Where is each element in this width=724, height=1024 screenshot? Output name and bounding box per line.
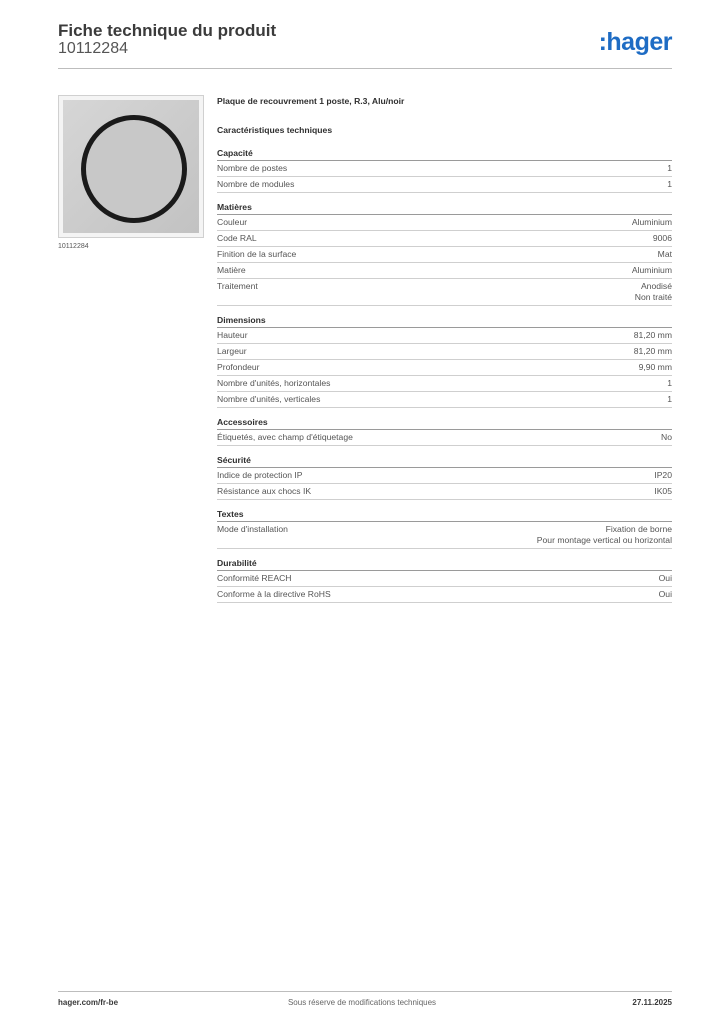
spec-value-line: 1 [667,179,672,189]
spec-section [217,148,672,193]
spec-row [217,279,672,306]
spec-value [661,432,672,443]
spec-row [217,263,672,279]
spec-row [217,344,672,360]
spec-value [667,378,672,389]
spec-section [217,202,672,306]
spec-value [632,265,672,276]
product-image [58,95,204,238]
footer-divider [58,991,672,992]
spec-label: Conforme à la directive RoHS [217,589,331,599]
spec-value [659,589,672,600]
spec-section [217,315,672,408]
spec-value [654,470,672,481]
spec-value-line: IK05 [654,486,672,496]
footer-disclaimer: Sous réserve de modifications techniques [287,998,437,1007]
section-title: Dimensions [217,315,672,328]
spec-value [632,217,672,228]
spec-label: Nombre de modules [217,179,295,189]
image-caption: 10112284 [58,243,89,250]
spec-label: Code RAL [217,233,257,243]
spec-label: Nombre de postes [217,163,288,173]
spec-row [217,571,672,587]
spec-row [217,215,672,231]
spec-value-line: IP20 [654,470,672,480]
logo-dots-icon: : [598,28,607,56]
spec-value-line: Aluminium [631,265,672,275]
spec-value [634,346,672,357]
spec-row [217,360,672,376]
section-title: Textes [217,509,672,522]
spec-value-line: 9006 [652,233,672,243]
spec-row [217,247,672,263]
section-title: Durabilité [217,558,672,571]
spec-value-line: Mat [657,249,672,259]
spec-value-line: Aluminium [631,217,672,227]
spec-value-line: Fixation de borne [605,524,672,534]
spec-row [217,177,672,193]
spec-value [667,163,672,174]
spec-value-line: Pour montage vertical ou horizontal [536,535,672,545]
spec-row [217,468,672,484]
spec-label: Hauteur [217,330,248,340]
spec-value [639,362,672,373]
footer-date: 27.11.2025 [632,998,672,1007]
spec-section [217,417,672,446]
spec-value-line: 1 [667,394,672,404]
section-title: Matières [217,202,672,215]
page-title: Fiche technique du produit [58,21,277,40]
spec-label: Résistance aux chocs IK [217,486,312,496]
spec-value [658,249,672,260]
product-reference: 10112284 [58,40,128,57]
spec-value [667,179,672,190]
spec-section [217,558,672,603]
spec-value [537,524,672,546]
spec-label: Traitement [217,281,258,291]
footer-website-link[interactable]: hager.com/fr-be [58,998,119,1007]
spec-value-line: No [661,432,672,442]
spec-section [217,509,672,549]
spec-value-line: 1 [667,163,672,173]
spec-value [654,486,672,497]
spec-label: Largeur [217,346,247,356]
spec-label: Finition de la surface [217,249,297,259]
specs-heading: Caractéristiques techniques [217,125,333,135]
spec-section [217,455,672,500]
spec-label: Indice de protection IP [217,470,303,480]
spec-content [217,96,672,612]
section-title: Capacité [217,148,672,161]
spec-value-line: 81,20 mm [633,330,672,340]
spec-value-line: Non traité [634,292,672,302]
section-title: Accessoires [217,417,672,430]
spec-value [653,233,672,244]
section-title: Sécurité [217,455,672,468]
spec-label: Matière [217,265,246,275]
spec-label: Étiquetés, avec champ d'étiquetage [217,432,353,442]
spec-label: Mode d'installation [217,524,288,534]
spec-value-line: 1 [667,378,672,388]
spec-value-line: Oui [658,573,672,583]
spec-value [634,330,672,341]
spec-row [217,587,672,603]
spec-value-line: 9,90 mm [638,362,672,372]
spec-row [217,430,672,446]
spec-row [217,328,672,344]
header-divider [58,68,672,69]
spec-label: Nombre d'unités, horizontales [217,378,331,388]
spec-row [217,484,672,500]
spec-row [217,231,672,247]
spec-label: Conformité REACH [217,573,292,583]
spec-sections [217,148,672,603]
spec-value [667,394,672,405]
spec-value-line: 81,20 mm [633,346,672,356]
spec-row [217,392,672,408]
round-opening-graphic [81,115,187,223]
logo-text: hager [606,28,672,56]
product-title: Plaque de recouvrement 1 poste, R.3, Alu/noir [217,96,405,106]
spec-value-line: Anodisé [640,281,672,291]
spec-value-line: Oui [658,589,672,599]
cover-plate-graphic [63,100,199,233]
spec-label: Nombre d'unités, verticales [217,394,321,404]
spec-row [217,376,672,392]
spec-label: Couleur [217,217,248,227]
spec-value [659,573,672,584]
spec-row [217,161,672,177]
spec-label: Profondeur [217,362,260,372]
hager-logo [599,28,672,57]
spec-row [217,522,672,549]
spec-value [635,281,672,303]
